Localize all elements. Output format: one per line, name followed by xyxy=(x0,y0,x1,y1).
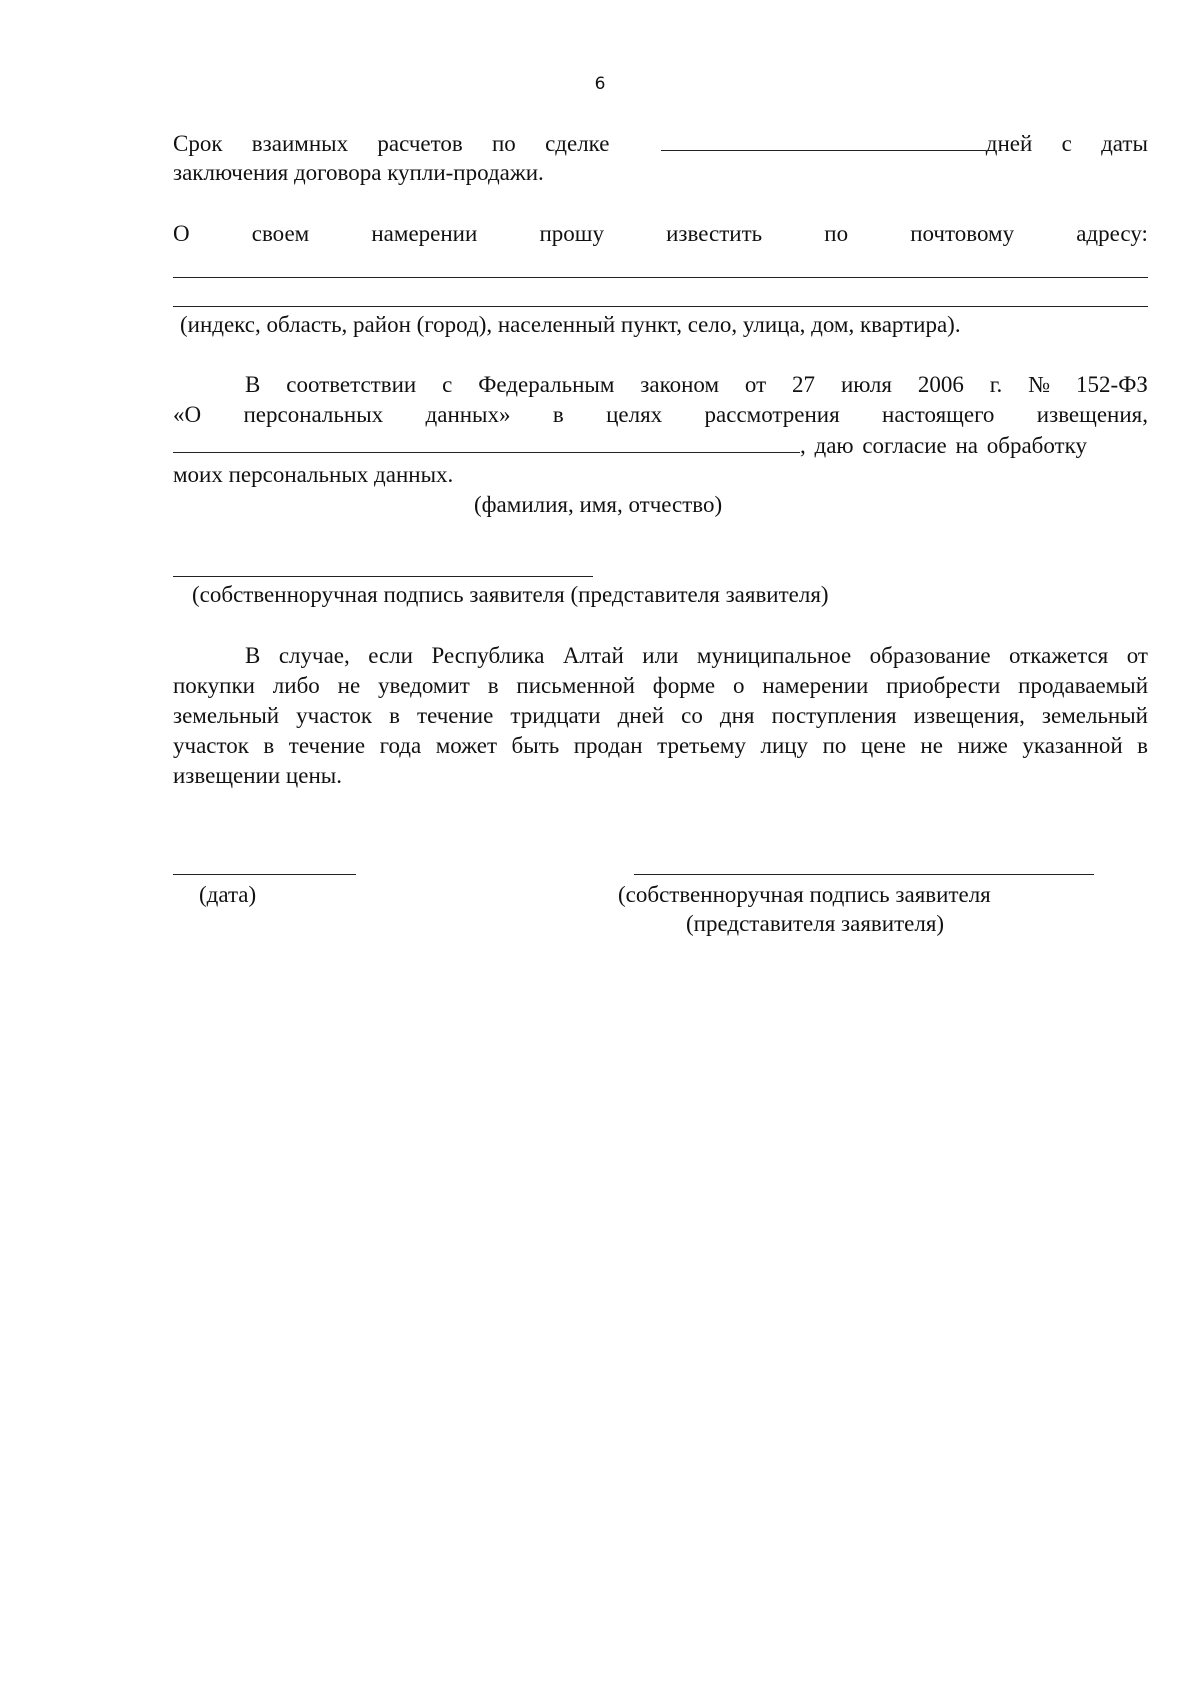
consent-agree-text: , даю согласие на обработку xyxy=(800,433,1087,458)
address-field-line-2[interactable] xyxy=(173,306,1148,307)
settlement-word: даты xyxy=(1101,131,1148,156)
consent-word: в xyxy=(552,402,564,427)
settlement-line-1 xyxy=(173,128,1148,159)
date-hint: (дата) xyxy=(199,882,257,907)
consent-word: июля xyxy=(840,372,892,397)
settlement-days-label: дней xyxy=(985,131,1033,156)
signature-hint-2-line-1: (собственноручная подпись заявителя xyxy=(618,882,991,907)
signature-line-2[interactable] xyxy=(634,874,1094,875)
consent-line-2 xyxy=(173,400,1148,430)
settlement-word: по xyxy=(491,131,516,156)
consent-word: извещения, xyxy=(1036,402,1148,427)
settlement-line-2: заключения договора купли-продажи. xyxy=(173,160,544,185)
signature-hint-2-line-2: (представителя заявителя) xyxy=(686,911,945,936)
settlement-word: с xyxy=(1061,131,1072,156)
consent-word: г. xyxy=(989,372,1003,397)
notice-text: участок в течение года может быть продан третьему лицу по цене не ниже указанной в xyxy=(173,733,1148,758)
consent-word: 152-ФЗ xyxy=(1076,372,1148,397)
address-word: почтовому xyxy=(910,221,1015,246)
full-name-field[interactable] xyxy=(173,430,800,453)
notice-line-3 xyxy=(173,701,1148,731)
address-word: адресу: xyxy=(1076,221,1148,246)
consent-line-1 xyxy=(245,370,1148,400)
settlement-days-group xyxy=(661,128,1033,159)
settlement-word: Срок xyxy=(173,131,223,156)
full-name-hint: (фамилия, имя, отчество) xyxy=(474,492,723,517)
consent-word: с xyxy=(442,372,453,397)
address-word: по xyxy=(824,221,849,246)
notice-text: покупки либо не уведомит в письменной форме о намерении приобрести продаваемый xyxy=(173,673,1148,698)
consent-word: настоящего xyxy=(882,402,995,427)
address-field-line-1[interactable] xyxy=(173,277,1148,278)
address-word: прошу xyxy=(539,221,604,246)
consent-line-3 xyxy=(173,430,1148,461)
notice-line-5: извещении цены. xyxy=(173,763,342,788)
consent-word: В xyxy=(245,372,261,397)
consent-word: целях xyxy=(606,402,663,427)
signature-line-1[interactable] xyxy=(173,576,593,577)
address-word: известить xyxy=(666,221,763,246)
consent-word: персональных xyxy=(243,402,384,427)
settlement-days-field[interactable] xyxy=(661,128,986,151)
notice-line-1 xyxy=(245,641,1148,671)
date-field-line[interactable] xyxy=(173,874,356,875)
settlement-word: расчетов xyxy=(377,131,463,156)
notice-line-4 xyxy=(173,731,1148,761)
page-number: 6 xyxy=(594,74,606,94)
address-hint: (индекс, область, район (город), населенный пункт, село, улица, дом, квартира). xyxy=(180,312,961,337)
consent-word: № xyxy=(1028,372,1051,397)
consent-word: 2006 xyxy=(917,372,964,397)
consent-word: от xyxy=(744,372,767,397)
consent-line-4: моих персональных данных. xyxy=(173,462,454,487)
address-word: намерении xyxy=(371,221,478,246)
settlement-word: сделке xyxy=(545,131,610,156)
consent-word: данных» xyxy=(425,402,511,427)
consent-word: «О xyxy=(173,402,202,427)
address-word: своем xyxy=(251,221,310,246)
consent-word: рассмотрения xyxy=(704,402,840,427)
address-intro-line xyxy=(173,219,1148,249)
consent-word: Федеральным xyxy=(478,372,615,397)
signature-hint-1: (собственноручная подпись заявителя (представителя заявителя) xyxy=(192,582,829,607)
consent-word: 27 xyxy=(792,372,816,397)
consent-word: соответствии xyxy=(286,372,417,397)
notice-line-2 xyxy=(173,671,1148,701)
notice-text: земельный участок в течение тридцати дней со дня поступления извещения, земельный xyxy=(173,703,1148,728)
settlement-word: взаимных xyxy=(251,131,349,156)
notice-text: В случае, если Республика Алтай или муниципальное образование откажется от xyxy=(245,643,1148,668)
consent-word: законом xyxy=(640,372,720,397)
address-word: О xyxy=(173,221,190,246)
